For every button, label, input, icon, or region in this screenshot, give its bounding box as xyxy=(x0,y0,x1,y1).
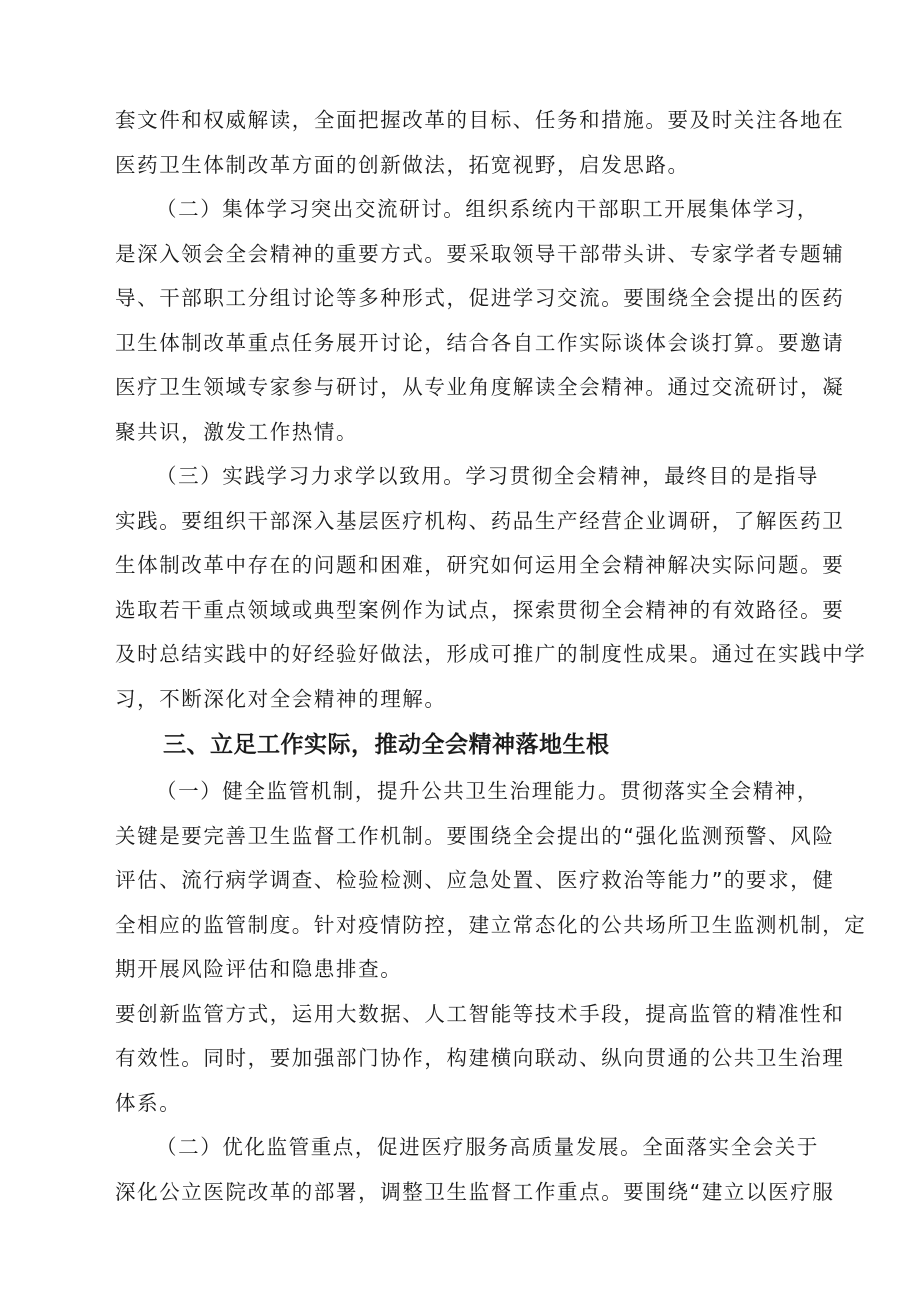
paragraph-collective-study xyxy=(115,187,845,454)
text-line: （一）健全监管机制，提升公共卫生治理能力。贯彻落实全会精神， xyxy=(156,779,819,803)
text-line: （二）集体学习突出交流研讨。组织系统内干部职工开展集体学习， xyxy=(156,197,819,221)
paragraph-innovation xyxy=(115,992,845,1126)
text-line: 全相应的监管制度。针对疫情防控，建立常态化的公共场所卫生监测机制，定 xyxy=(115,912,867,937)
text-line: 习，不断深化对全会精神的理解。 xyxy=(115,686,447,711)
paragraph-practice-study xyxy=(115,454,867,721)
paragraph-supervision-mechanism xyxy=(115,769,867,992)
paragraph-continued xyxy=(115,98,845,187)
section-heading: 三、立足工作实际，推动全会精神落地生根 xyxy=(163,732,610,758)
text-line: 关键是要完善卫生监督工作机制。要围绕全会提出的“强化监测预警、风险 xyxy=(115,823,835,848)
text-line: 医药卫生体制改革方面的创新做法，拓宽视野，启发思路。 xyxy=(115,152,690,177)
text-line: 聚共识，激发工作热情。 xyxy=(115,419,359,444)
text-line: （三）实践学习力求学以致用。学习贯彻全会精神，最终目的是指导 xyxy=(156,464,819,488)
text-line: 体系。 xyxy=(115,1090,182,1115)
text-line: 生体制改革中存在的问题和困难，研究如何运用全会精神解决实际问题。要 xyxy=(115,553,845,577)
text-line: 实践。要组织干部深入基层医疗机构、药品生产经营企业调研，了解医药卫 xyxy=(115,508,845,533)
paragraph-supervision-focus xyxy=(115,1125,835,1214)
text-line: 深化公立医院改革的部署，调整卫生监督工作重点。要围绕“建立以医疗服 xyxy=(115,1179,835,1204)
text-line: 评估、流行病学调查、检验检测、应急处置、医疗救治等能力”的要求，健 xyxy=(115,868,835,892)
text-line: （二）优化监管重点，促进医疗服务高质量发展。全面落实全会关于 xyxy=(156,1135,819,1159)
text-line: 选取若干重点领域或典型案例作为试点，探索贯彻全会精神的有效路径。要 xyxy=(115,597,845,622)
text-line: 期开展风险评估和隐患排查。 xyxy=(115,957,403,981)
text-line: 卫生体制改革重点任务展开讨论，结合各自工作实际谈体会谈打算。要邀请 xyxy=(115,330,845,355)
text-line: 医疗卫生领域专家参与研讨，从专业角度解读全会精神。通过交流研讨，凝 xyxy=(115,375,845,399)
text-line: 有效性。同时，要加强部门协作，构建横向联动、纵向贯通的公共卫生治理 xyxy=(115,1046,845,1070)
document-body xyxy=(115,98,867,1214)
text-line: 要创新监管方式，运用大数据、人工智能等技术手段，提高监管的精准性和 xyxy=(115,1001,845,1026)
text-line: 套文件和权威解读，全面把握改革的目标、任务和措施。要及时关注各地在 xyxy=(115,108,845,132)
text-line: 是深入领会全会精神的重要方式。要采取领导干部带头讲、专家学者专题辅 xyxy=(115,241,845,266)
text-line: 及时总结实践中的好经验好做法，形成可推广的制度性成果。通过在实践中学 xyxy=(115,642,867,666)
text-line: 导、干部职工分组讨论等多种形式，促进学习交流。要围绕全会提出的医药 xyxy=(115,286,845,310)
